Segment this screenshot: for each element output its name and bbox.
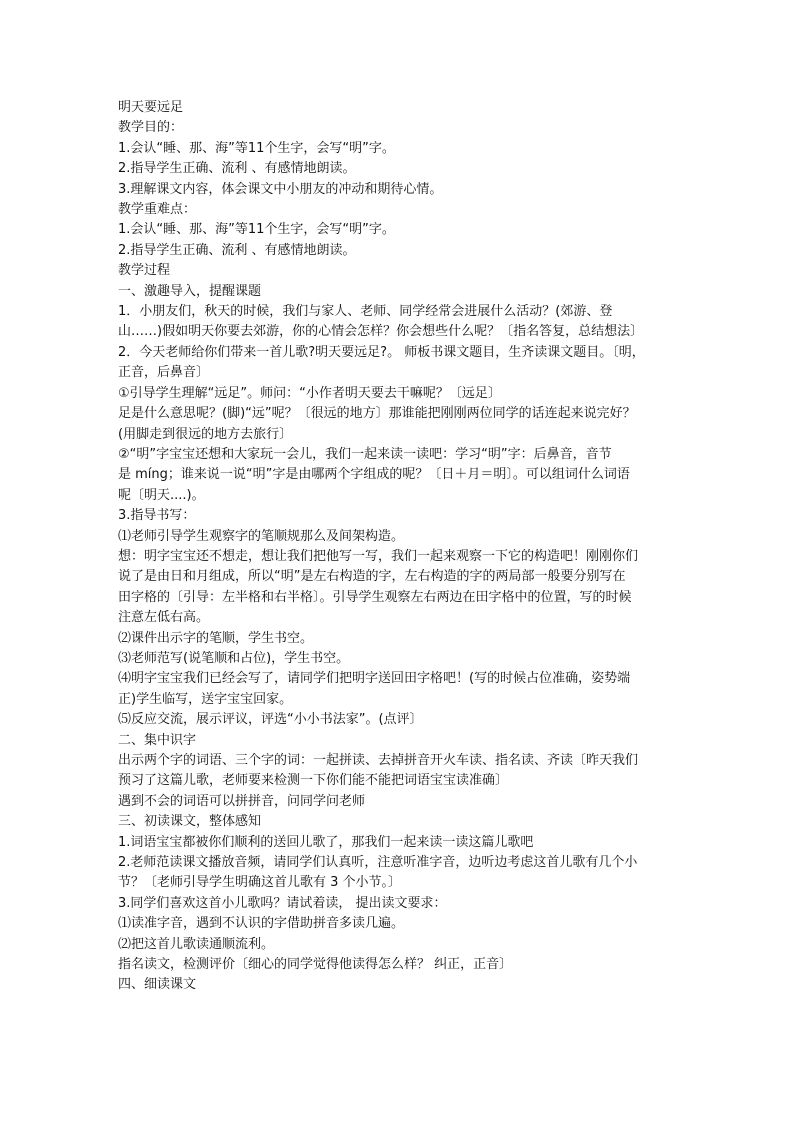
text-line: 山……)假如明天你要去郊游，你的心情会怎样？你会想些什么呢？〔指名答复，总结想法〕 — [118, 324, 644, 340]
text-line: 想：明字宝宝还不想走，想让我们把他写一写，我们一起来观察一下它的构造吧！刚刚你们 — [118, 548, 639, 564]
text-line: (用脚走到很远的地方去旅行〕 — [118, 426, 293, 442]
text-line: 1.会认“睡、那、海”等11个生字，会写“明”字。 — [118, 140, 395, 156]
section-heading: 四、细读课文 — [118, 977, 197, 993]
text-line: 出示两个字的词语、三个字的词：一起拼读、去掉拼音开火车读、指名读、齐读〔昨天我们 — [118, 753, 639, 768]
text-line: 正)学生临写，送字宝宝回家。 — [118, 691, 293, 707]
section-heading: 教学目的： — [118, 120, 184, 136]
section-heading: 三、初读课文，整体感知 — [118, 814, 262, 830]
text-line: ⑴老师引导学生观察字的笔顺规那么及间架构造。 — [118, 528, 405, 544]
text-line: ⑵课件出示字的笔顺，学生书空。 — [118, 630, 314, 646]
text-line: ⑸反应交流，展示评议，评选“小小书法家”。(点评〕 — [118, 712, 423, 728]
text-line: 田字格的〔引导：左半格和右半格〕。引导学生观察左右两边在田字格中的位置，写的时候 — [118, 589, 632, 605]
text-line: ⑴读准字音，遇到不认识的字借助拼音多读几遍。 — [118, 916, 405, 932]
text-line: ②“明”字宝宝还想和大家玩一会儿，我们一起来读一读吧：学习“明”字：后鼻音，音节 — [118, 446, 612, 462]
section-heading: 一、激趣导入，提醒课题 — [118, 283, 262, 299]
section-heading: 教学重难点： — [118, 202, 197, 218]
text-line: 足是什么意思呢？(脚)“远”呢？〔很远的地方〕那谁能把刚刚两位同学的话连起来说完好？ — [118, 406, 636, 422]
text-line: 说了是由日和月组成，所以“明”是左右构造的字，左右构造的字的两局部一般要分别写在 — [118, 569, 626, 585]
text-line: 正音，后鼻音〕 — [118, 365, 210, 381]
text-line: 预习了这篇儿歌，老师要来检测一下你们能不能把词语宝宝读准确〕 — [118, 773, 509, 789]
text-line: 2．今天老师给你们带来一首儿歌?明天要远足?。 师板书课文题目，生齐读课文题目。〔明， — [118, 344, 645, 360]
text-line: 1．小朋友们，秋天的时候，我们与家人、老师、同学经常会进展什么活动？(郊游、登 — [118, 304, 613, 320]
text-line: 遇到不会的词语可以拼拼音，问同学问老师 — [118, 793, 366, 809]
section-heading: 二、集中识字 — [118, 732, 197, 748]
text-line: ⑶老师范写(说笔顺和占位)，学生书空。 — [118, 650, 350, 666]
text-line: 2.指导学生正确、流利 、有感情地朗读。 — [118, 242, 356, 258]
text-line: ⑷明字宝宝我们已经会写了，请同学们把明字送回田字格吧！(写的时候占位准确，姿势端 — [118, 671, 631, 687]
text-line: 3.指导书写： — [118, 508, 196, 524]
document-title: 明天要远足 — [118, 100, 184, 115]
text-line: ①引导学生理解“远足”。师问：“小作者明天要去干嘛呢？〔远足〕 — [118, 385, 501, 401]
text-line: ⑵把这首儿歌读通顺流利。 — [118, 936, 275, 952]
section-heading: 教学过程 — [118, 263, 171, 279]
text-line: 1.会认“睡、那、海”等11个生字，会写“明”字。 — [118, 222, 395, 238]
text-line: 1.词语宝宝都被你们顺利的送回儿歌了，那我们一起来读一读这篇儿歌吧 — [118, 834, 534, 850]
text-line: 2.老师范读课文播放音频，请同学们认真听，注意听准字音，边听边考虑这首儿歌有几个小 — [118, 855, 638, 871]
text-line: 是 míng；谁来说一说“明”字是由哪两个字组成的呢？〔日＋月＝明〕。可以组词什么词语 — [118, 467, 630, 483]
text-line: 2.指导学生正确、流利 、有感情地朗读。 — [118, 161, 356, 177]
text-line: 3.同学们喜欢这首小儿歌吗？请试着读， 提出读文要求： — [118, 895, 447, 911]
document-page — [118, 98, 678, 996]
text-line: 呢〔明天....)。 — [118, 487, 205, 503]
text-line: 3.理解课文内容，体会课文中小朋友的冲动和期待心情。 — [118, 181, 443, 197]
text-line: 节？〔老师引导学生明确这首儿歌有 3 个小节。〕 — [118, 875, 402, 891]
text-line: 注意左低右高。 — [118, 610, 210, 626]
text-line: 指名读文，检测评价〔细心的同学觉得他读得怎么样？ 纠正，正音〕 — [118, 957, 513, 973]
